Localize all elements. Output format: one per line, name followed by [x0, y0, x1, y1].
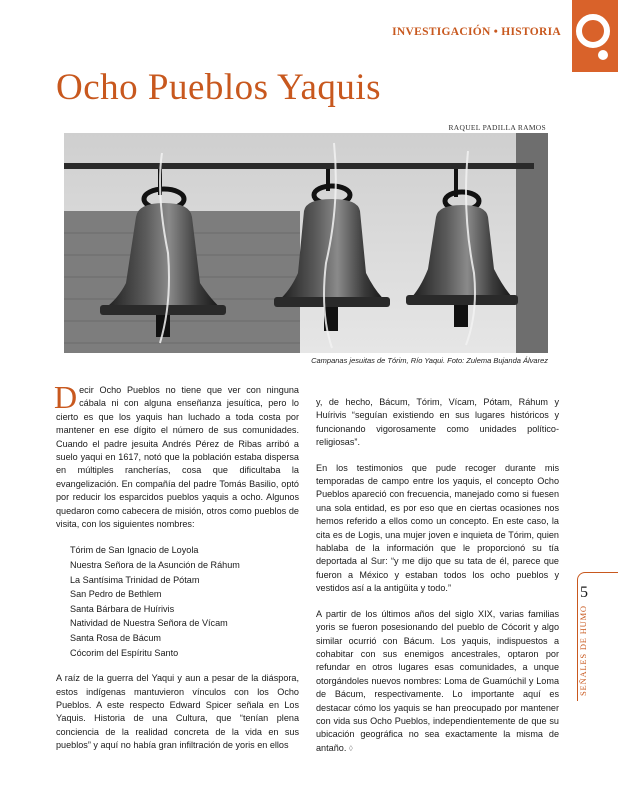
list-item: Natividad de Nuestra Señora de Vícam	[70, 618, 228, 629]
article-title: Ocho Pueblos Yaquis	[56, 67, 382, 108]
logo-ring-icon	[576, 14, 610, 48]
column-left	[54, 379, 299, 765]
list-item: Santa Rosa de Bácum	[70, 633, 161, 644]
paragraph-conclusion-text: A partir de los últimos años del siglo XIX, varias familias yoris se fueron posesionando del pueblo de Cócorit y algo similar ocurrió con Bácum. Los yaquis, indispuestos a cohabitar con sus enemigos ancestrales, optaron por refundar en otros lugares esas comunidades, a unque otorgándoles nuevos nombres: Loma de Guamúchil y Loma de Bácum, respectivamente. Lo importante aquí es destacar cómo los yaquis se han preocupado por mantener con vida sus Ocho Pueblos, independientemente de que su ubicación geográfica no sea exactamente la misma de antaño.	[316, 608, 559, 753]
paragraph-testimonies: En los testimonios que pude recoger durante mis temporadas de campo entre los yaquis, el concepto Ocho Pueblos apareció con frecuencia, manejado como si fuesen una sola entidad, es por eso que en ciertas ocasiones nos hemos referido a ellos como un concepto. En este caso, la cita es de Logis, una mujer joven e inquieta de Tórim, quien hablaba de la información que le proporcionó su tía deportada al Sur: “y me dijo que su tata de él, parece que fueron a México y estaban todos los ocho pueblos y vestidos así a la antigüita y todo.”	[316, 462, 559, 594]
paragraph-continuation: y, de hecho, Bácum, Tórim, Vícam, Pótam, Ráhum y Huírivis “seguían existiendo en sus lugares históricos y funcionando vigorosamente como unidades político-religiosas”.	[316, 397, 559, 448]
magazine-name: SEÑALES DE HUMO	[578, 605, 588, 696]
paragraph-intro	[54, 379, 299, 531]
drop-cap: D	[54, 379, 78, 415]
end-mark-icon: ◊	[348, 743, 353, 753]
bells-illustration	[64, 133, 548, 353]
town-list	[70, 543, 299, 660]
photo-caption: Campanas jesuitas de Tórim, Río Yaqui. Foto: Zulema Bujanda Álvarez	[311, 356, 548, 365]
list-item: Cócorim del Espíritu Santo	[70, 647, 179, 658]
list-item: Tórim de San Ignacio de Loyola	[70, 545, 199, 556]
section-label: INVESTIGACIÓN • HISTORIA	[392, 26, 561, 38]
magazine-logo	[572, 0, 618, 72]
bells-photo	[64, 133, 548, 353]
list-item: La Santísima Trinidad de Pótam	[70, 574, 200, 585]
paragraph-conclusion	[316, 608, 559, 755]
logo-dot-icon	[598, 50, 608, 60]
article-author: RAQUEL PADILLA RAMOS	[448, 123, 546, 132]
column-right	[316, 396, 559, 767]
paragraph-diaspora: A raíz de la guerra del Yaqui y aun a pesar de la diáspora, estos indígenas mantuvieron vínculos con los Ocho Pueblos. A este respecto Edward Spicer señala en Los Yaquis. Historia de una Cultura, que “tenían plena conciencia de la realidad concreta de la vida en sus pueblos” y aquí no había gran infiltración de yoris en ellos	[56, 673, 299, 751]
list-item: Nuestra Señora de la Asunción de Ráhum	[70, 560, 240, 571]
page-number: 5	[580, 584, 588, 601]
list-item: Santa Bárbara de Huírivis	[70, 603, 175, 614]
list-item: San Pedro de Bethlem	[70, 589, 162, 600]
paragraph-intro-text: ecir Ocho Pueblos no tiene que ver con ninguna cábala ni con alguna enseñanza jesuítica, pero lo cierto es que los yaquis han luchado a toda costa por mantener en ese dígito el número de sus comunidades. Cuando el padre jesuita Andrés Pérez de Ribas arribó a suelo yaqui en 1617, notó que la población estaba dispersa en múltiples rancherías, cosa que dificultaba la evangelización. En compañía del padre Tomás Basilio, optó por reducir los esparcidos pueblos yaquis a ocho. Algunos quedaron como cabecera de misión, otros como pueblos de visita, con los siguientes nombres:	[56, 385, 299, 530]
